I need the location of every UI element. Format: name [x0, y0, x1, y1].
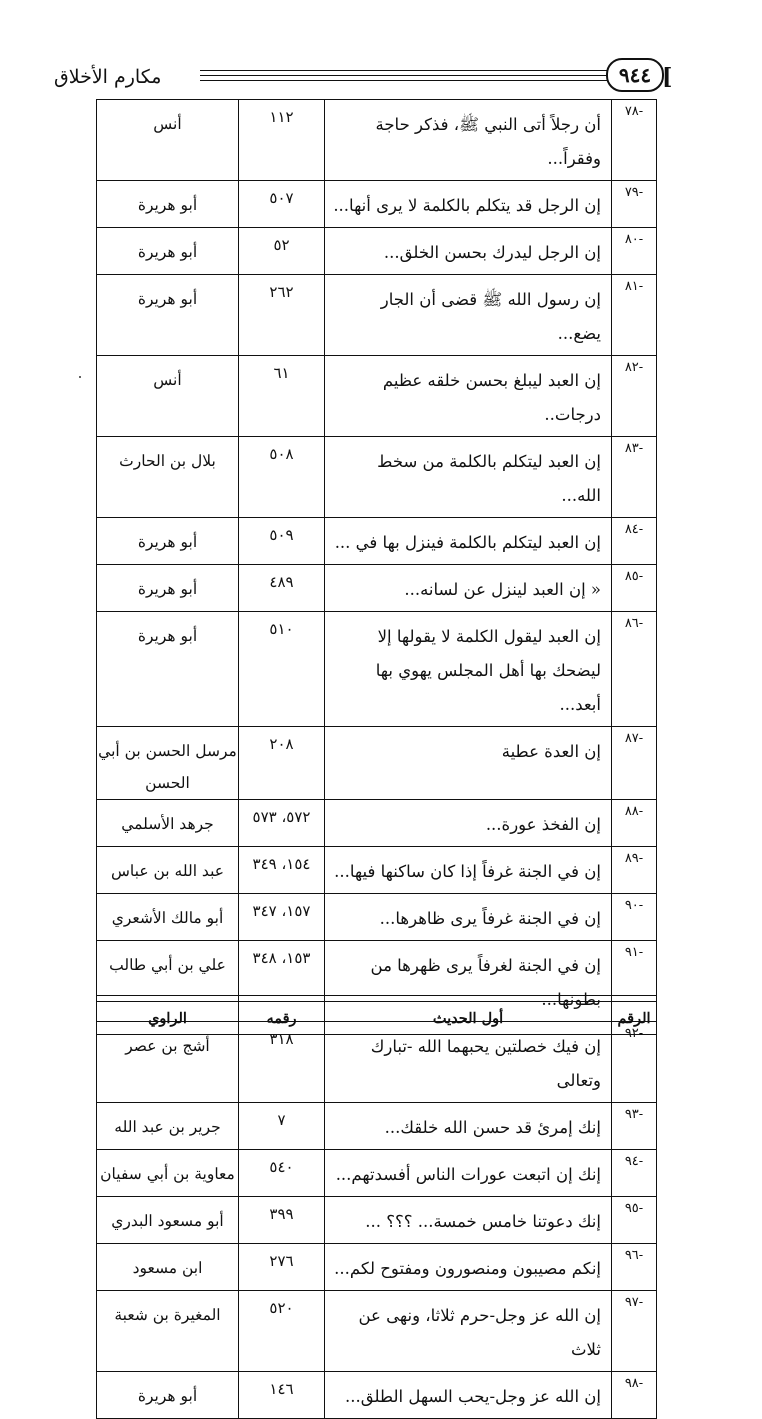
- hadith-reference: ٥٠٧: [239, 181, 325, 228]
- hadith-text: إن العبد ليتكلم بالكلمة فينزل بها في ...: [325, 518, 612, 565]
- row-number: -٨٩: [612, 847, 657, 894]
- row-number: -٩٨: [612, 1372, 657, 1419]
- column-reference-label: رقمه: [239, 1002, 325, 1035]
- column-hadith-label: أول الحديث: [325, 1002, 612, 1035]
- narrator-name: عبد الله بن عباس: [97, 847, 239, 894]
- footer-divider: [96, 995, 656, 996]
- hadith-text: إن الفخذ عورة...: [325, 800, 612, 847]
- row-number: -٩٦: [612, 1244, 657, 1291]
- row-number: -٩٠: [612, 894, 657, 941]
- table-row: [97, 1103, 657, 1150]
- narrator-name: جرير بن عبد الله: [97, 1103, 239, 1150]
- table-row: [97, 437, 657, 518]
- table-row: [97, 565, 657, 612]
- narrator-name: معاوية بن أبي سفيان: [97, 1150, 239, 1197]
- hadith-reference: ١٤٦: [239, 1372, 325, 1419]
- table-row: [97, 847, 657, 894]
- hadith-text: إن العبد ليقول الكلمة لا يقولها إلا ليضحك بها أهل المجلس يهوي بها أبعد...: [325, 612, 612, 727]
- header-bracket: [: [662, 64, 673, 90]
- row-number: -٩٤: [612, 1150, 657, 1197]
- table-row: [97, 894, 657, 941]
- table-row: [97, 275, 657, 356]
- hadith-reference: ١٥٤، ٣٤٩: [239, 847, 325, 894]
- narrator-name: أنس: [97, 356, 239, 437]
- hadith-text: إنك دعوتنا خامس خمسة... ؟؟؟ ...: [325, 1197, 612, 1244]
- hadith-reference: ٥٠٩: [239, 518, 325, 565]
- hadith-reference: ٢٠٨: [239, 727, 325, 800]
- column-narrator-label: الراوي: [97, 1002, 239, 1035]
- narrator-name: علي بن أبي طالب: [97, 941, 239, 1022]
- row-number: -٨٦: [612, 612, 657, 727]
- table-row: [97, 1244, 657, 1291]
- hadith-reference: ٣٩٩: [239, 1197, 325, 1244]
- hadith-reference: ٥٢٠: [239, 1291, 325, 1372]
- page-number: ٩٤٤: [606, 58, 664, 92]
- table-row: [97, 518, 657, 565]
- header-rule-bottom: [200, 80, 612, 81]
- row-number: -٩٢: [612, 1022, 657, 1103]
- hadith-text: إنك إن اتبعت عورات الناس أفسدتهم...: [325, 1150, 612, 1197]
- hadith-text: إن الرجل قد يتكلم بالكلمة لا يرى أنها...: [325, 181, 612, 228]
- hadith-reference: ٥٢: [239, 228, 325, 275]
- hadith-text: « إن العبد لينزل عن لسانه...: [325, 565, 612, 612]
- table-row: [97, 100, 657, 181]
- narrator-name: أبو هريرة: [97, 565, 239, 612]
- narrator-name: أبو هريرة: [97, 518, 239, 565]
- hadith-index-table: [96, 99, 657, 1419]
- narrator-name: أبو مسعود البدري: [97, 1197, 239, 1244]
- hadith-text: إنك إمرئ قد حسن الله خلقك...: [325, 1103, 612, 1150]
- narrator-name: أبو هريرة: [97, 1372, 239, 1419]
- hadith-text: أن رجلاً أتى النبي ﷺ، فذكر حاجة وفقراً...: [325, 100, 612, 181]
- hadith-text: إن في الجنة غرفاً إذا كان ساكنها فيها...: [325, 847, 612, 894]
- narrator-name: أنس: [97, 100, 239, 181]
- row-number: -٨٣: [612, 437, 657, 518]
- narrator-name: أبو هريرة: [97, 275, 239, 356]
- hadith-reference: ٣١٨: [239, 1022, 325, 1103]
- narrator-name: أبو هريرة: [97, 228, 239, 275]
- hadith-text: إن الله عز وجل-يحب السهل الطلق...: [325, 1372, 612, 1419]
- row-number: -٨٥: [612, 565, 657, 612]
- row-number: -٩٥: [612, 1197, 657, 1244]
- book-title: مكارم الأخلاق: [54, 66, 162, 88]
- page-header: [0, 0, 762, 100]
- row-number: -٩١: [612, 941, 657, 1022]
- hadith-text: إن رسول الله ﷺ قضى أن الجار يضع...: [325, 275, 612, 356]
- hadith-reference: ١١٢: [239, 100, 325, 181]
- table-row: [97, 1291, 657, 1372]
- row-number: -٩٧: [612, 1291, 657, 1372]
- hadith-reference: ٧: [239, 1103, 325, 1150]
- hadith-reference: ١٥٧، ٣٤٧: [239, 894, 325, 941]
- hadith-text: إن في الجنة لغرفاً يرى ظهرها من بطونها...: [325, 941, 612, 1022]
- hadith-reference: ٢٧٦: [239, 1244, 325, 1291]
- narrator-name: أبو هريرة: [97, 612, 239, 727]
- narrator-name: أبو هريرة: [97, 181, 239, 228]
- hadith-reference: ٥٤٠: [239, 1150, 325, 1197]
- column-number-label: الرقم: [612, 1002, 657, 1035]
- table-row: [97, 356, 657, 437]
- hadith-text: إن الله عز وجل-حرم ثلاثا، ونهى عن ثلاث: [325, 1291, 612, 1372]
- hadith-reference: ٢٦٢: [239, 275, 325, 356]
- header-rule-middle: [200, 75, 612, 76]
- narrator-name: أبو مالك الأشعري: [97, 894, 239, 941]
- row-number: -٨٨: [612, 800, 657, 847]
- table-row: [97, 228, 657, 275]
- hadith-text: إنكم مصيبون ومنصورون ومفتوح لكم...: [325, 1244, 612, 1291]
- table-row: [97, 727, 657, 800]
- scan-speck: [79, 376, 81, 378]
- hadith-reference: ١٥٣، ٣٤٨: [239, 941, 325, 1022]
- table-row: [97, 1372, 657, 1419]
- row-number: -٨٢: [612, 356, 657, 437]
- hadith-text: إن في الجنة غرفاً يرى ظاهرها...: [325, 894, 612, 941]
- narrator-name: بلال بن الحارث: [97, 437, 239, 518]
- narrator-name: ابن مسعود: [97, 1244, 239, 1291]
- narrator-name: المغيرة بن شعبة: [97, 1291, 239, 1372]
- hadith-reference: ٥٧٢، ٥٧٣: [239, 800, 325, 847]
- hadith-text: إن الرجل ليدرك بحسن الخلق...: [325, 228, 612, 275]
- header-rule-top: [200, 70, 612, 71]
- row-number: -٨٧: [612, 727, 657, 800]
- row-number: -٧٨: [612, 100, 657, 181]
- hadith-text: إن العبد ليتكلم بالكلمة من سخط الله...: [325, 437, 612, 518]
- hadith-text: إن فيك خصلتين يحبهما الله -تبارك وتعالى: [325, 1022, 612, 1103]
- table-row: [97, 181, 657, 228]
- hadith-reference: ٥١٠: [239, 612, 325, 727]
- row-number: -٧٩: [612, 181, 657, 228]
- table-row: [97, 612, 657, 727]
- row-number: -٩٣: [612, 1103, 657, 1150]
- row-number: -٨٠: [612, 228, 657, 275]
- table-row: [97, 1197, 657, 1244]
- table-row: [97, 1150, 657, 1197]
- hadith-text: إن العدة عطية: [325, 727, 612, 800]
- narrator-name: مرسل الحسن بن أبي الحسن: [97, 727, 239, 800]
- hadith-reference: ٤٨٩: [239, 565, 325, 612]
- row-number: -٨١: [612, 275, 657, 356]
- hadith-reference: ٥٠٨: [239, 437, 325, 518]
- row-number: -٨٤: [612, 518, 657, 565]
- hadith-reference: ٦١: [239, 356, 325, 437]
- narrator-name: أشج بن عصر: [97, 1022, 239, 1103]
- hadith-text: إن العبد ليبلغ بحسن خلقه عظيم درجات..: [325, 356, 612, 437]
- table-row: [97, 800, 657, 847]
- column-header-row: [96, 1001, 657, 1035]
- narrator-name: جرهد الأسلمي: [97, 800, 239, 847]
